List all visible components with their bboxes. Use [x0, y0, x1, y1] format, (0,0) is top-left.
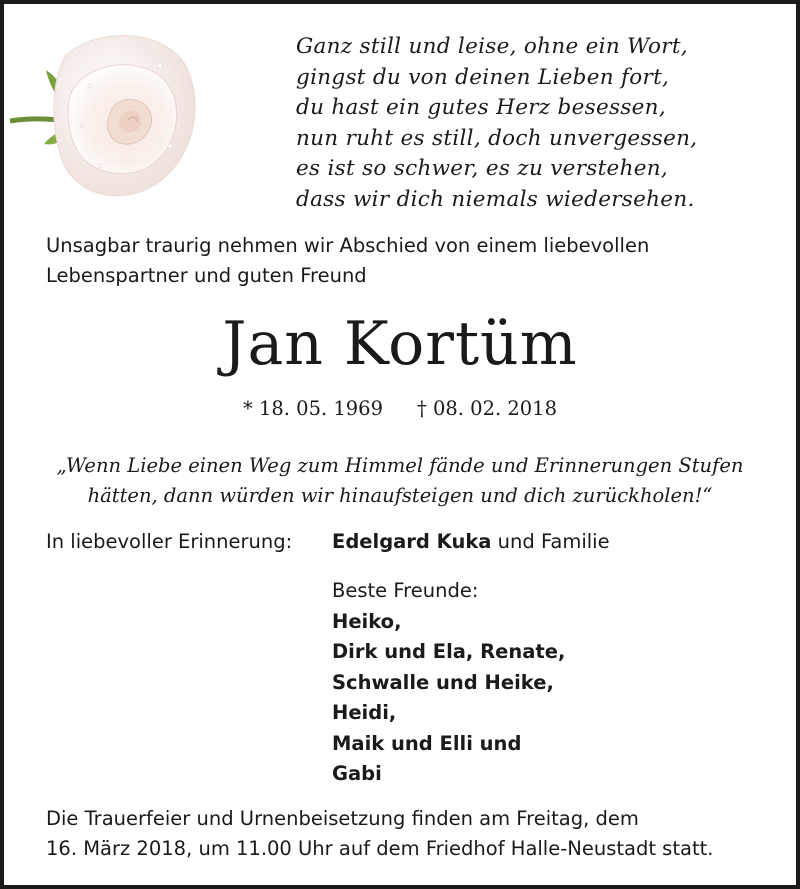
- poem-line: Ganz still und leise, ohne ein Wort,: [296, 34, 688, 59]
- funeral-info: [46, 804, 776, 864]
- quote: [4, 451, 796, 511]
- poem-line: du hast ein gutes Herz besessen,: [296, 95, 666, 120]
- intro-text: [46, 231, 766, 291]
- poem-line: nun ruht es still, doch unvergessen,: [296, 125, 698, 151]
- white-rose-icon: [10, 26, 210, 206]
- memory-label: In liebevoller Erinnerung:: [46, 530, 293, 553]
- friend-entry: Maik und Elli und: [332, 731, 522, 755]
- death-date: † 08. 02. 2018: [417, 397, 557, 420]
- memory-family: [332, 527, 610, 557]
- memory-suffix: und Familie: [491, 530, 610, 553]
- funeral-info-line: Die Trauerfeier und Urnenbeisetzung finden am Freitag, dem: [46, 807, 639, 830]
- life-dates: [4, 394, 796, 424]
- birth-date: * 18. 05. 1969: [243, 397, 383, 420]
- friend-entry: Gabi: [332, 762, 382, 785]
- friend-entry: Dirk und Ela, Renate,: [332, 640, 566, 663]
- quote-line: hätten, dann würden wir hinaufsteigen und dich zurückholen!“: [87, 484, 713, 507]
- poem-line: es ist so schwer, es zu verstehen,: [296, 156, 669, 181]
- funeral-info-line: 16. März 2018, um 11.00 Uhr auf dem Friedhof Halle-Neustadt statt.: [46, 837, 714, 860]
- friend-entry: Heiko,: [332, 609, 402, 633]
- friend-entry: Heidi,: [332, 701, 397, 724]
- quote-line: „Wenn Liebe einen Weg zum Himmel fände und Erinnerungen Stufen: [56, 454, 744, 477]
- friend-entry: Schwalle und Heike,: [332, 670, 554, 694]
- poem: [296, 32, 766, 215]
- poem-line: gingst du von deinen Lieben fort,: [296, 64, 670, 90]
- memory-person: Edelgard Kuka: [332, 530, 492, 553]
- deceased-name: Jan Kortüm: [222, 309, 578, 379]
- friends-label: Beste Freunde:: [332, 579, 479, 602]
- poem-line: dass wir dich niemals wiedersehen.: [296, 186, 695, 212]
- intro-line: Unsagbar traurig nehmen wir Abschied von einem liebevollen: [46, 234, 650, 257]
- best-friends: [332, 576, 565, 790]
- intro-line: Lebenspartner und guten Freund: [46, 264, 367, 287]
